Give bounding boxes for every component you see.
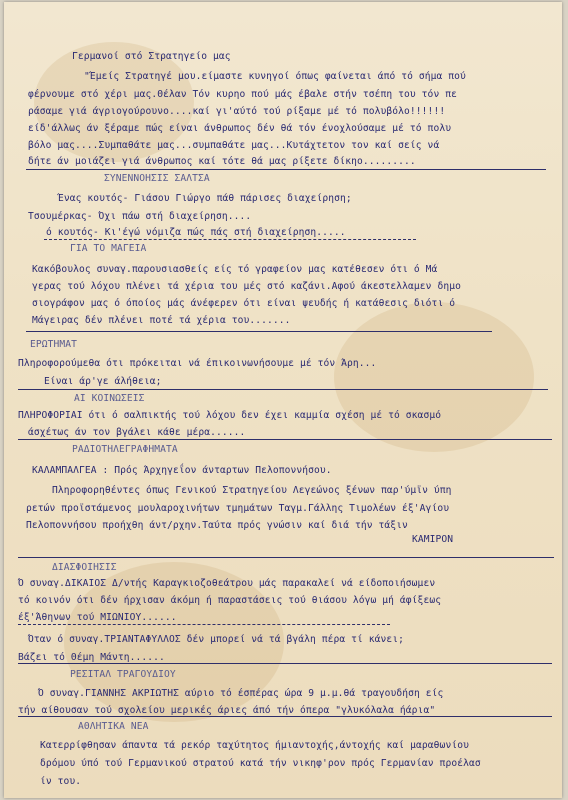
section-heading: ΡΑΔΙΟΤΗΛΕΓΡΑΦΗΜΑΤΑ [72, 444, 178, 455]
section-heading: ΑΘΛΗΤΙΚΑ ΝΕΑ [78, 721, 149, 732]
text-line: ράσαμε γιά άγριογούρουνο....καί γι'αύτό τού ρίξαμε μέ τό πολυβόλο!!!!!! [28, 106, 446, 117]
text-line: τήν αίθουσαν τού σχολείου μερικές άριες άπό τήν όπερα "γλυκόλαλα ήάρια" [18, 705, 436, 716]
section-heading: ΑΙ ΚΟΙΝΩΣΕΙΣ [74, 393, 145, 404]
text-line: ρετών προϊστάμενος μουλαροχινήτων τμημάτων Ταγμ.Γάλλης Τιμολέων έξ'Αγίου [26, 503, 450, 514]
text-line: Πελοποννήσου προήχθη άντ/ρχην.Ταύτα πρός γνώσιν καί διά τήν τάξιν [26, 520, 408, 531]
text-line: φέρνουμε στό χέρι μας.Θέλαν Τόν κυρηο πού μάς έβαλε στήν τσέπη του τόν πε [28, 89, 457, 100]
text-line: έξ'Άθηνων τού ΜΙΩΝΙΟΥ...... [18, 612, 177, 623]
text-line: ΠΛΗΡΟΦΟΡΙΑΙ ότι ό σαλπικτής τού λόχου δεν έχει καμμία σχέση μέ τό σκασμό [18, 410, 442, 421]
divider [26, 331, 492, 332]
text-line: Βάζει τό Θέμη Μάντη...... [18, 652, 165, 663]
divider [18, 716, 552, 717]
dialogue-line: ό κουτός- Κι'έγώ νόμιζα πώς πάς στή διαχείρηση..... [46, 227, 346, 238]
text-line: Είναι άρ'γε άλήθεια; [44, 376, 162, 387]
divider [18, 439, 552, 440]
divider [18, 389, 548, 390]
text-line: Ό συναγ.ΓΙΑΝΝΗΣ ΑΚΡΙΩΤΗΣ αύριο τό έσπέρας ώρα 9 μ.μ.θά τραγουδήση είς [38, 688, 444, 699]
section-heading: ΕΡΩΤΗΜΑΤ [30, 339, 78, 350]
typewritten-newsletter-page [4, 2, 562, 798]
dialogue-line: Ένας κουτός- Γιάσου Γιώργο πάθ πάρισες διαχείρηση; [58, 193, 352, 204]
text-line: δήτε άν μοιάζει γιά άνθρωπος καί τότε θά μας ρίξετε δίκηο......... [28, 156, 416, 167]
section-heading: ΓΙΑ ΤΟ ΜΑΓΕΙΑ [70, 243, 147, 254]
text-line: ίν του. [40, 776, 82, 787]
section-heading: ΡΕΣΙΤΑΛ ΤΡΑΓΟΥΔΙΟΥ [70, 669, 176, 680]
text-line: είδ'άλλως άν ξέραμε πώς είναι άνθρωπος δέν θά τόν ένοχλούσαμε μέ τό πολυ [28, 123, 452, 134]
divider [18, 663, 552, 664]
divider [26, 169, 546, 170]
text-line: Ό συναγ.ΔΙΚΑΙΟΣ Δ/ντής Καραγκιοζοθεάτρου μάς παρακαλεί νά είδοποιήσωμεν [18, 578, 436, 589]
signature: ΚΑΜΙΡΟΝ [412, 534, 454, 545]
section-heading: ΔΙΑΣΦΟΙΗΣΙΣ [52, 562, 117, 573]
text-line: βόλο μας....Συμπαθάτε μας...συμπαθάτε μας...Κυτάχτετον τον καί σείς νά [28, 140, 440, 151]
text-line: άσχέτως άν τον βγάλει κάθε μέρα...... [28, 427, 246, 438]
text-line: τό κοινόν ότι δέν ήρχισαν άκόμη ή παραστάσεις τού θιάσου λόγω μή άφίξεως [18, 595, 442, 606]
text-line: Κατερρίφθησαν άπαντα τά ρεκόρ ταχύτητος ήμιαντοχής,άντοχής καί μαραθωνίου [40, 740, 469, 751]
text-line: Όταν ό συναγ.ΤΡΙΑΝΤΑΦΥΛΛΟΣ δέν μπορεί νά τά βγάλη πέρα τί κάνει; [28, 634, 405, 645]
divider [44, 239, 416, 240]
text-line: ΚΑΛΑΜΠΑΛΓΕΑ : Πρός Άρχηγεΐον άνταρτων Πελοποννήσου. [32, 465, 332, 476]
text-line: Πληροφορούμεθα ότι πρόκειται νά έπικοινωνήσουμε μέ τόν Άρη... [18, 358, 377, 369]
text-line: "Έμείς Στρατηγέ μου.είμαστε κυνηγοί όπως φαίνεται άπό τό σήμα πού [84, 71, 466, 82]
text-line: Μάγειρας δέν πλένει ποτέ τά χέρια του....... [32, 315, 291, 326]
section-heading: Γερμανοί στό Στρατηγείο μας [72, 51, 231, 62]
dialogue-line: Τσουμέρκας- Όχι πάω στή διαχείρηση.... [28, 211, 252, 222]
text-line: Κακόβουλος συναγ.παρουσιασθείς είς τό γραφείον μας κατέθεσεν ότι ό Μά [32, 264, 438, 275]
text-line: γερας τού λόχου πλένει τά χέρια του μές στό καζάνι.Αφού άκεστελλαμεν δημο [32, 281, 461, 292]
text-line: δρόμου ύπό τού Γερμανικού στρατού κατά τήν νικηφ'ρον πρός Γερμανίαν προέλασ [40, 758, 481, 769]
section-heading: ΣΥΝΕΝΝΟΗΣΙΣ ΣΑΛΤΣΑ [104, 173, 210, 184]
text-line: σιογράφον μας ό όποίος μάς άνέφερεν ότι είναι ψευδής ή κατάθεσις διότι ό [32, 298, 456, 309]
text-line: Πληροφορηθέντες όπως Γενικού Στρατηγείου Λεγεώνος ξένων παρ'ύμϊν ύπη [52, 485, 452, 496]
divider [18, 624, 390, 625]
divider [18, 557, 554, 558]
paper-stain [334, 302, 534, 452]
